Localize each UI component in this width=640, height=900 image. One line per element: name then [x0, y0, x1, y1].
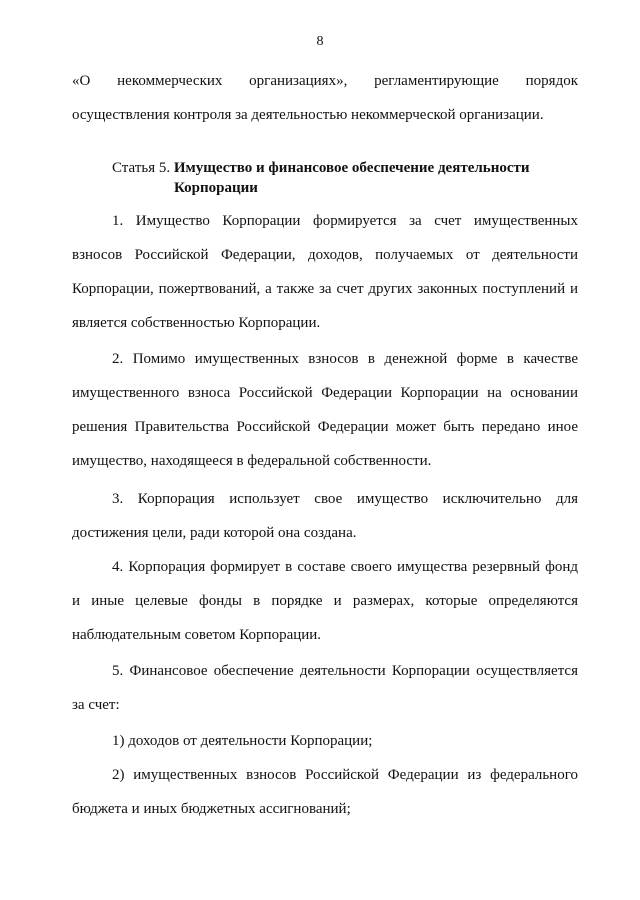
article-number: Статья 5.	[112, 160, 171, 176]
intro-line-1: «О некоммерческих организациях», регламентирующие порядок	[72, 73, 578, 89]
paragraph-1: 1. Имущество Корпорации формируется за счет имущественных взносов Российской Федерации, доходов, получаемых от деятельности Корпорации, пожертвований, а также за счет других законных поступлений и является собственностью Корпорации.	[72, 213, 578, 331]
paragraph-1-block	[72, 204, 578, 340]
article-title-line-1: Имущество и финансовое обеспечение деятельности	[173, 160, 530, 176]
paragraph-5-block	[72, 654, 578, 722]
list-item-1-block	[72, 724, 578, 758]
list-item: 2) имущественных взносов Российской Федерации из федерального бюджета и иных бюджетных ассигнований;	[72, 767, 578, 817]
paragraph-3: 3. Корпорация использует свое имущество исключительно для достижения цели, ради которой она создана.	[72, 491, 578, 541]
paragraph-2: 2. Помимо имущественных взносов в денежной форме в качестве имущественного взноса Российской Федерации Корпорации на основании решения Правительства Российской Федерации может быть передано иное имущество, находящееся в федеральной собственности.	[72, 351, 578, 469]
article-heading	[112, 158, 578, 198]
paragraph-3-block	[72, 482, 578, 550]
paragraph-4: 4. Корпорация формирует в составе своего имущества резервный фонд и иные целевые фонды в порядке и размерах, которые определяются наблюдательным советом Корпорации.	[72, 559, 578, 643]
page-number: 8	[316, 34, 324, 49]
intro-line-2: осуществления контроля за деятельностью некоммерческой организации.	[72, 107, 544, 123]
paragraph-2-block	[72, 342, 578, 478]
paragraph-5: 5. Финансовое обеспечение деятельности Корпорации осуществляется за счет:	[72, 663, 578, 713]
intro-block	[72, 64, 578, 132]
list-item: 1) доходов от деятельности Корпорации;	[112, 733, 373, 749]
paragraph-4-block	[72, 550, 578, 652]
article-title-line-2: Корпорации	[174, 180, 258, 196]
list-item-2-block	[72, 758, 578, 826]
